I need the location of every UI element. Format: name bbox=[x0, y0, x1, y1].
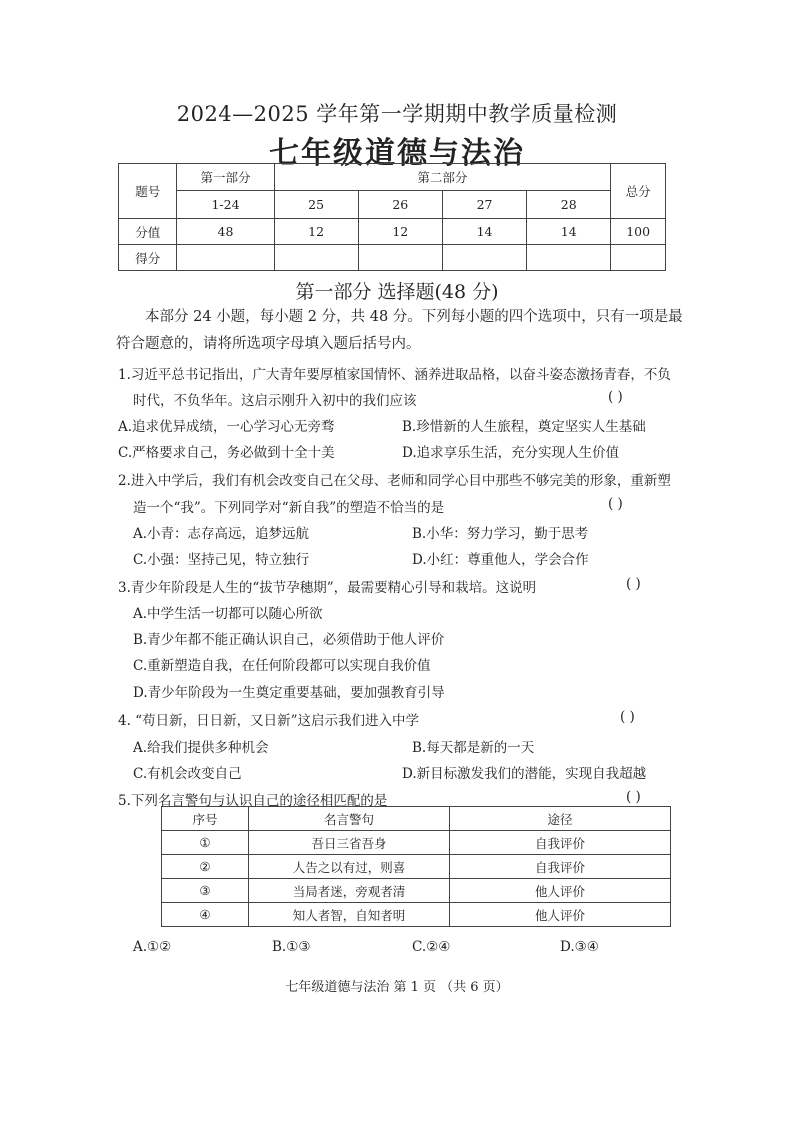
option-a[interactable]: A.小青：志存高远，追梦远航 bbox=[133, 526, 310, 542]
proverb-method: 自我评价 bbox=[450, 855, 671, 879]
proverb-index: ② bbox=[162, 855, 249, 879]
score-sub-header: 26 bbox=[358, 191, 442, 219]
question-stem: 时代，不负华年。这启示刚升入初中的我们应该 bbox=[133, 393, 417, 409]
score-points: 14 bbox=[442, 219, 526, 245]
score-sub-header: 1-24 bbox=[177, 191, 274, 219]
proverb-method: 他人评价 bbox=[450, 903, 671, 927]
answer-blank[interactable]: ( ) bbox=[620, 709, 635, 725]
option-d[interactable]: D.新目标激发我们的潜能，实现自我超越 bbox=[402, 766, 647, 782]
option-c[interactable]: C.严格要求自己，务必做到十全十美 bbox=[118, 445, 335, 461]
score-points: 48 bbox=[177, 219, 274, 245]
table-row bbox=[162, 831, 671, 855]
score-sub-header: 25 bbox=[274, 191, 358, 219]
option-c[interactable]: C.有机会改变自己 bbox=[133, 766, 242, 782]
option-c[interactable]: C.②④ bbox=[412, 939, 451, 955]
score-input-cell[interactable] bbox=[442, 245, 526, 271]
proverb-index: ① bbox=[162, 831, 249, 855]
score-row-points-label: 分值 bbox=[119, 219, 177, 245]
option-b[interactable]: B.青少年都不能正确认识自己，必须借助于他人评价 bbox=[133, 632, 445, 648]
answer-blank[interactable]: ( ) bbox=[608, 496, 623, 512]
proverb-index: ④ bbox=[162, 903, 249, 927]
table-row bbox=[162, 879, 671, 903]
question-stem: 2.进入中学后，我们有机会改变自己在父母、老师和同学心目中那些不够完美的形象，重新塑 bbox=[118, 473, 671, 489]
section-intro: 符合题意的，请将所选项字母填入题后括号内。 bbox=[116, 336, 421, 352]
question-stem: 4. “苟日新，日日新，又日新”这启示我们进入中学 bbox=[118, 713, 419, 729]
option-a[interactable]: A.追求优异成绩，一心学习心无旁骛 bbox=[118, 419, 335, 435]
table-row bbox=[162, 903, 671, 927]
score-row-score-label: 得分 bbox=[119, 245, 177, 271]
option-c[interactable]: C.小强：坚持己见，特立独行 bbox=[133, 552, 310, 568]
exam-subject: 七年级道德与法治 bbox=[269, 136, 525, 171]
score-points: 14 bbox=[527, 219, 611, 245]
option-d[interactable]: D.追求享乐生活，充分实现人生价值 bbox=[402, 445, 620, 461]
proverb-header: 途径 bbox=[450, 807, 671, 831]
proverb-text: 知人者智，自知者明 bbox=[249, 903, 450, 927]
question-stem: 5.下列名言警句与认识自己的途径相匹配的是 bbox=[118, 793, 388, 809]
proverb-method: 自我评价 bbox=[450, 831, 671, 855]
score-sub-header: 28 bbox=[527, 191, 611, 219]
exam-title: 2024—2025 学年第一学期期中教学质量检测 bbox=[176, 102, 618, 126]
question-stem: 3.青少年阶段是人生的“拔节孕穗期”，最需要精心引导和栽培。这说明 bbox=[118, 580, 537, 596]
score-points: 12 bbox=[358, 219, 442, 245]
answer-blank[interactable]: ( ) bbox=[626, 789, 641, 805]
option-d[interactable]: D.青少年阶段为一生奠定重要基础，要加强教育引导 bbox=[133, 685, 445, 701]
option-d[interactable]: D.小红：尊重他人，学会合作 bbox=[412, 552, 589, 568]
answer-blank[interactable]: ( ) bbox=[608, 389, 623, 405]
option-a[interactable]: A.①② bbox=[133, 939, 172, 955]
proverb-text: 当局者迷，旁观者清 bbox=[249, 879, 450, 903]
table-row bbox=[162, 855, 671, 879]
proverb-text: 吾日三省吾身 bbox=[249, 831, 450, 855]
proverb-text: 人告之以有过，则喜 bbox=[249, 855, 450, 879]
proverb-table bbox=[161, 806, 671, 927]
option-b[interactable]: B.小华：努力学习，勤于思考 bbox=[412, 526, 589, 542]
score-col-question: 题号 bbox=[119, 164, 177, 219]
section-intro: 本部分 24 小题，每小题 2 分，共 48 分。下列每小题的四个选项中，只有一项是最 bbox=[145, 309, 683, 325]
score-part2: 第二部分 bbox=[274, 164, 611, 191]
proverb-header: 序号 bbox=[162, 807, 249, 831]
score-part1: 第一部分 bbox=[177, 164, 274, 191]
answer-blank[interactable]: ( ) bbox=[626, 576, 641, 592]
section-title: 第一部分 选择题(48 分) bbox=[295, 281, 499, 303]
score-input-cell[interactable] bbox=[358, 245, 442, 271]
option-a[interactable]: A.给我们提供多种机会 bbox=[133, 740, 269, 756]
question-stem: 1.习近平总书记指出，广大青年要厚植家国情怀、涵养进取品格，以奋斗姿态激扬青春，不负 bbox=[118, 367, 671, 383]
proverb-index: ③ bbox=[162, 879, 249, 903]
score-total: 总分 bbox=[611, 164, 666, 219]
question-stem: 造一个“我”。下列同学对“新自我”的塑造不恰当的是 bbox=[133, 500, 445, 516]
score-input-cell[interactable] bbox=[274, 245, 358, 271]
proverb-method: 他人评价 bbox=[450, 879, 671, 903]
page-footer: 七年级道德与法治 第 1 页 （共 6 页） bbox=[285, 980, 509, 995]
score-input-cell[interactable] bbox=[177, 245, 274, 271]
score-sub-header: 27 bbox=[442, 191, 526, 219]
proverb-header: 名言警句 bbox=[249, 807, 450, 831]
score-points: 100 bbox=[611, 219, 666, 245]
score-table bbox=[118, 163, 666, 271]
score-input-cell[interactable] bbox=[527, 245, 611, 271]
option-c[interactable]: C.重新塑造自我，在任何阶段都可以实现自我价值 bbox=[133, 658, 431, 674]
option-d[interactable]: D.③④ bbox=[560, 939, 599, 955]
score-input-cell[interactable] bbox=[611, 245, 666, 271]
option-b[interactable]: B.珍惜新的人生旅程，奠定坚实人生基础 bbox=[402, 419, 646, 435]
option-b[interactable]: B.每天都是新的一天 bbox=[412, 740, 535, 756]
score-points: 12 bbox=[274, 219, 358, 245]
option-a[interactable]: A.中学生活一切都可以随心所欲 bbox=[133, 606, 323, 622]
option-b[interactable]: B.①③ bbox=[272, 939, 311, 955]
